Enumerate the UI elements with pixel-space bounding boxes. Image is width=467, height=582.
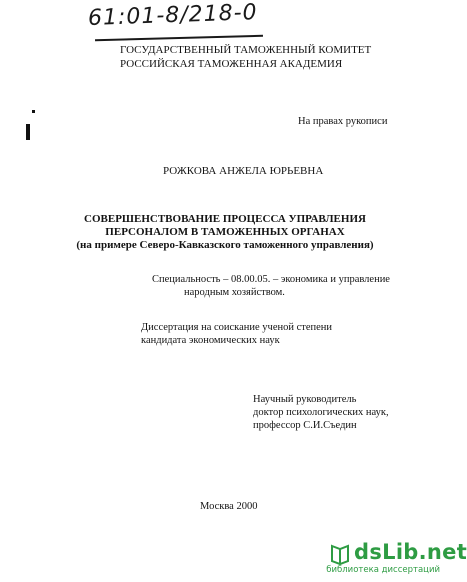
margin-mark	[26, 124, 30, 140]
city-year: Москва 2000	[200, 501, 258, 512]
author-name: РОЖКОВА АНЖЕЛА ЮРЬЕВНА	[163, 165, 324, 177]
handwritten-underline	[95, 35, 263, 41]
dissertation-line-2: кандидата экономических наук	[141, 335, 280, 346]
header-line-2: РОССИЙСКАЯ ТАМОЖЕННАЯ АКАДЕМИЯ	[120, 58, 343, 70]
dissertation-line-1: Диссертация на соискание ученой степени	[141, 322, 333, 333]
watermark-subtitle: библиотека диссертаций	[326, 565, 440, 575]
manuscript-note: На правах рукописи	[298, 116, 388, 127]
header-line-1: ГОСУДАРСТВЕННЫЙ ТАМОЖЕННЫЙ КОМИТЕТ	[120, 44, 372, 56]
watermark-brand: dsLib.net	[354, 540, 467, 564]
title-line-2: ПЕРСОНАЛОМ В ТАМОЖЕННЫХ ОРГАНАХ	[105, 226, 345, 238]
dslib-watermark[interactable]	[326, 540, 467, 576]
handwritten-code: 61:01-8/218-0	[87, 0, 259, 31]
advisor-line-3: профессор С.И.Съедин	[253, 420, 357, 431]
margin-dot	[32, 110, 35, 113]
advisor-line-2: доктор психологических наук,	[253, 407, 389, 418]
specialty-line-1: Специальность – 08.00.05. – экономика и управление	[152, 274, 390, 285]
advisor-line-1: Научный руководитель	[253, 394, 357, 405]
book-icon	[330, 543, 350, 565]
title-line-1: СОВЕРШЕНСТВОВАНИЕ ПРОЦЕССА УПРАВЛЕНИЯ	[84, 213, 366, 225]
specialty-line-2: народным хозяйством.	[184, 287, 285, 298]
title-line-3: (на примере Северо-Кавказского таможенного управления)	[76, 239, 374, 251]
